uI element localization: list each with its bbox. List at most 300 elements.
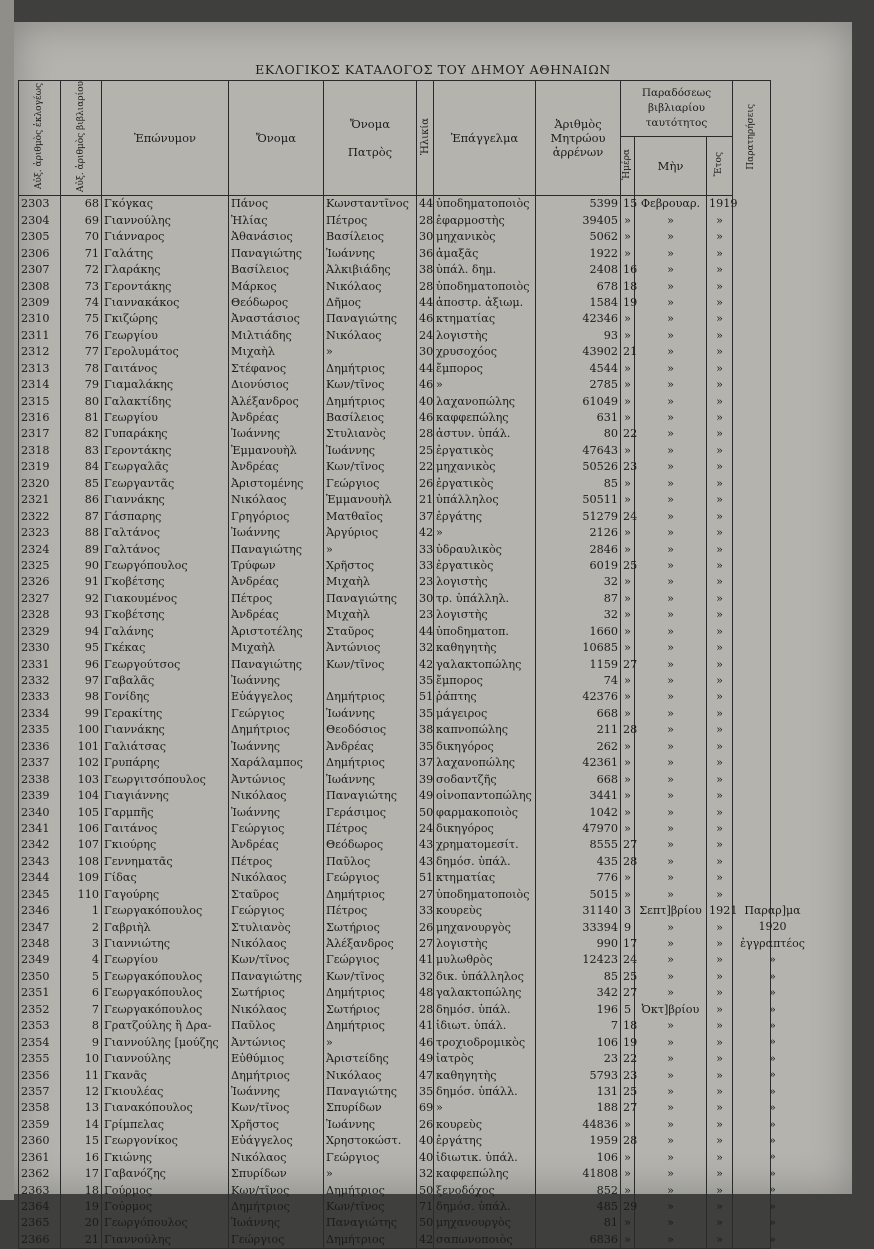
registry-number-cell: 852 [536,1182,621,1198]
delivery-day-cell: 17 [621,936,635,952]
registry-number-cell: 668 [536,771,621,787]
father-name-cell: Χρῆστος [324,558,417,574]
father-name-cell: Παῦλος [324,854,417,870]
registry-number-cell: 435 [536,854,621,870]
delivery-day-cell: » [621,623,635,639]
booklet-number-cell: 109 [61,870,102,886]
delivery-year-cell: » [707,722,733,738]
booklet-number-cell: 78 [61,360,102,376]
delivery-day-cell: 28 [621,1133,635,1149]
age-cell: 50 [417,804,434,820]
delivery-day-cell: » [621,886,635,902]
delivery-day-cell: » [621,1182,635,1198]
registry-number-cell: 23 [536,1051,621,1067]
surname-cell: Γλαράκης [102,262,229,278]
delivery-month-cell: » [635,508,707,524]
table-row [19,443,771,459]
table-row [19,508,771,524]
surname-cell: Γκιούρης [102,837,229,853]
table-row [19,1133,771,1149]
first-name-cell: Ἀθανάσιος [229,229,324,245]
delivery-day-cell: 27 [621,1100,635,1116]
delivery-day-cell: » [621,443,635,459]
profession-cell: ἀποστρ. ἀξιωμ. [434,295,536,311]
remark-note: » [769,1134,776,1148]
table-row [19,525,771,541]
father-name-cell: Γεώργιος [324,870,417,886]
first-name-cell: Παναγιώτης [229,969,324,985]
registry-number-cell: 342 [536,985,621,1001]
profession-cell: ἰατρὸς [434,1051,536,1067]
age-cell: 30 [417,591,434,607]
remarks-cell [733,771,771,787]
father-name-cell: Δημήτριος [324,985,417,1001]
table-row [19,837,771,853]
booklet-number-cell: 87 [61,508,102,524]
delivery-day-cell: » [621,755,635,771]
first-name-cell: Νικόλαος [229,936,324,952]
table-row [19,1034,771,1050]
booklet-number-cell: 105 [61,804,102,820]
voter-number-cell: 2366 [19,1232,61,1249]
profession-cell: δικηγόρος [434,739,536,755]
registry-number-cell: 1042 [536,804,621,820]
remarks-cell [733,558,771,574]
delivery-year-cell: » [707,755,733,771]
remark-note: » [769,953,776,967]
first-name-cell: Μιλτιάδης [229,328,324,344]
delivery-month-cell: » [635,952,707,968]
surname-cell: Γερακίτης [102,706,229,722]
first-name-cell: Νικόλαος [229,870,324,886]
booklet-number-cell: 108 [61,854,102,870]
delivery-year-cell: » [707,1034,733,1050]
delivery-day-cell: 18 [621,278,635,294]
surname-cell: Γαβαλᾶς [102,673,229,689]
age-cell: 24 [417,821,434,837]
first-name-cell: Γεώργιος [229,1232,324,1249]
first-name-cell: Εὐάγγελος [229,1133,324,1149]
delivery-month-cell: » [635,459,707,475]
surname-cell: Γαλάνης [102,623,229,639]
booklet-number-cell: 110 [61,886,102,902]
age-cell: 48 [417,985,434,1001]
registry-number-cell: 2126 [536,525,621,541]
profession-cell: ἰδιωτ. ὑπάλ. [434,1018,536,1034]
remarks-cell [733,328,771,344]
age-cell: 28 [417,1002,434,1018]
registry-number-cell: 47970 [536,821,621,837]
registry-number-cell: 8555 [536,837,621,853]
remark-note: » [769,1183,776,1197]
delivery-year-cell: » [707,739,733,755]
age-cell: 44 [417,196,434,213]
table-row [19,1084,771,1100]
voter-number-cell: 2342 [19,837,61,853]
header-profession: Ἐπάγγελμα [434,81,536,196]
profession-cell: λογιστὴς [434,936,536,952]
first-name-cell: Στέφανος [229,360,324,376]
booklet-number-cell: 95 [61,640,102,656]
surname-cell: Γαλακτίδης [102,393,229,409]
profession-cell: γαλακτοπώλης [434,985,536,1001]
remark-note: » [769,1068,776,1082]
voter-number-cell: 2355 [19,1051,61,1067]
registry-number-cell: 32 [536,574,621,590]
age-cell: 33 [417,541,434,557]
voter-number-cell: 2337 [19,755,61,771]
age-cell: 33 [417,558,434,574]
surname-cell: Γούρμος [102,1182,229,1198]
surname-cell: Γεωργακόπουλος [102,985,229,1001]
table-row [19,1051,771,1067]
registry-number-cell: 85 [536,969,621,985]
surname-cell: Γαλιάτσας [102,739,229,755]
remarks-cell [733,640,771,656]
registry-number-cell: 50511 [536,492,621,508]
surname-cell: Γιαγιάννης [102,788,229,804]
father-name-cell: Παναγιώτης [324,788,417,804]
booklet-number-cell: 97 [61,673,102,689]
first-name-cell: Ἀντώνιος [229,771,324,787]
registry-number-cell: 4544 [536,360,621,376]
delivery-day-cell: » [621,1149,635,1165]
registry-number-cell: 6836 [536,1232,621,1249]
registry-number-cell: 5399 [536,196,621,213]
first-name-cell: Σωτήριος [229,985,324,1001]
age-cell: 39 [417,771,434,787]
remark-note: ἐγγραπτέος [740,936,805,950]
remarks-cell [733,410,771,426]
delivery-month-cell: » [635,804,707,820]
delivery-year-cell: » [707,476,733,492]
registry-number-cell: 80 [536,426,621,442]
first-name-cell: Γεώργιος [229,903,324,919]
voter-number-cell: 2329 [19,623,61,639]
surname-cell: Γαιτάνος [102,821,229,837]
voter-number-cell: 2338 [19,771,61,787]
voter-number-cell: 2335 [19,722,61,738]
profession-cell: κουρεὺς [434,1117,536,1133]
age-cell: 26 [417,919,434,935]
first-name-cell: Διονύσιος [229,377,324,393]
first-name-cell: Παναγιώτης [229,541,324,557]
booklet-number-cell: 85 [61,476,102,492]
age-cell: 42 [417,656,434,672]
voter-number-cell: 2359 [19,1117,61,1133]
remarks-cell [733,722,771,738]
booklet-number-cell: 20 [61,1215,102,1231]
father-name-cell: Παναγιώτης [324,591,417,607]
delivery-month-cell: » [635,854,707,870]
delivery-month-cell: » [635,656,707,672]
delivery-day-cell: » [621,771,635,787]
registry-number-cell: 2846 [536,541,621,557]
delivery-day-cell: 27 [621,656,635,672]
voter-number-cell: 2343 [19,854,61,870]
first-name-cell: Γρηγόριος [229,508,324,524]
delivery-month-cell: » [635,360,707,376]
voter-number-cell: 2362 [19,1166,61,1182]
father-name-cell: Σταῦρος [324,623,417,639]
header-year: Ἔτος [707,137,733,196]
profession-cell: ἀστυν. ὑπάλ. [434,426,536,442]
delivery-day-cell: 22 [621,426,635,442]
voter-number-cell: 2325 [19,558,61,574]
remarks-cell [733,821,771,837]
delivery-day-cell: » [621,229,635,245]
first-name-cell: Ἀνδρέας [229,837,324,853]
delivery-month-cell: » [635,377,707,393]
first-name-cell: Εὐάγγελος [229,689,324,705]
delivery-year-cell: » [707,459,733,475]
booklet-number-cell: 90 [61,558,102,574]
delivery-year-cell: » [707,245,733,261]
registry-number-cell: 51279 [536,508,621,524]
profession-cell: μηχανικὸς [434,229,536,245]
profession-cell: ὑπάλληλος [434,492,536,508]
surname-cell: Γαβριὴλ [102,919,229,935]
delivery-year-cell: » [707,969,733,985]
registry-number-cell: 47643 [536,443,621,459]
table-row [19,213,771,229]
age-cell: 32 [417,640,434,656]
age-cell: 46 [417,1034,434,1050]
delivery-year-cell: » [707,262,733,278]
table-row [19,377,771,393]
registry-number-cell: 42376 [536,689,621,705]
voter-number-cell: 2347 [19,919,61,935]
first-name-cell: Πέτρος [229,854,324,870]
delivery-year-cell: » [707,1133,733,1149]
voter-number-cell: 2307 [19,262,61,278]
remarks-cell [733,837,771,853]
table-row [19,1002,771,1018]
remark-note: » [769,1232,776,1246]
table-row [19,771,771,787]
delivery-day-cell: 25 [621,969,635,985]
delivery-month-cell: » [635,262,707,278]
delivery-month-cell: » [635,1133,707,1149]
delivery-day-cell: 25 [621,1084,635,1100]
father-name-cell: Δῆμος [324,295,417,311]
father-name-cell: Ἰωάννης [324,245,417,261]
remarks-cell [733,229,771,245]
father-name-cell: Κων/τῖνος [324,459,417,475]
remarks-cell [733,295,771,311]
registry-number-cell: 1959 [536,1133,621,1149]
age-cell: 44 [417,360,434,376]
delivery-day-cell: » [621,870,635,886]
father-name-cell: Πέτρος [324,903,417,919]
profession-cell: ἀμαξᾶς [434,245,536,261]
remark-note: » [769,1216,776,1230]
first-name-cell: Γεώργιος [229,821,324,837]
remark-note: » [769,1018,776,1032]
surname-cell: Γεροντάκης [102,278,229,294]
registry-number-cell: 33394 [536,919,621,935]
surname-cell: Γρίμπελας [102,1117,229,1133]
voter-number-cell: 2306 [19,245,61,261]
registry-number-cell: 211 [536,722,621,738]
age-cell: 38 [417,722,434,738]
surname-cell: Γκόγκας [102,196,229,213]
father-name-cell: Γεώργιος [324,952,417,968]
delivery-year-cell: » [707,360,733,376]
age-cell: 28 [417,278,434,294]
binding-edge [0,0,14,1200]
father-name-cell: Δημήτριος [324,393,417,409]
age-cell: 43 [417,854,434,870]
profession-cell: ἐφαρμοστὴς [434,213,536,229]
delivery-year-cell: » [707,919,733,935]
voter-number-cell: 2345 [19,886,61,902]
delivery-year-cell: » [707,1084,733,1100]
delivery-year-cell: » [707,393,733,409]
first-name-cell: Γεώργιος [229,706,324,722]
voter-number-cell: 2319 [19,459,61,475]
delivery-month-cell: » [635,558,707,574]
first-name-cell: Ἰωάννης [229,673,324,689]
registry-number-cell: 131 [536,1084,621,1100]
booklet-number-cell: 6 [61,985,102,1001]
profession-cell: δικ. ὑπάλληλος [434,969,536,985]
delivery-day-cell: » [621,821,635,837]
delivery-month-cell: » [635,985,707,1001]
table-row [19,295,771,311]
voter-number-cell: 2303 [19,196,61,213]
father-name-cell: Ἀλκιβιάδης [324,262,417,278]
age-cell: 35 [417,1084,434,1100]
header-father-name [324,81,417,196]
register-rows [19,196,771,1249]
booklet-number-cell: 2 [61,919,102,935]
profession-cell: ὑποδηματοποιὸς [434,278,536,294]
delivery-year-cell: » [707,541,733,557]
delivery-month-cell: » [635,821,707,837]
father-name-cell: Κωνσταντῖνος [324,196,417,213]
remarks-cell [733,262,771,278]
delivery-month-cell: » [635,1199,707,1215]
booklet-number-cell: 71 [61,245,102,261]
registry-number-cell: 44836 [536,1117,621,1133]
voter-number-cell: 2310 [19,311,61,327]
table-row [19,985,771,1001]
delivery-day-cell: » [621,788,635,804]
booklet-number-cell: 84 [61,459,102,475]
profession-cell: ἐργατικὸς [434,476,536,492]
table-row [19,952,771,968]
surname-cell: Γαλάτης [102,245,229,261]
profession-cell: ἔμπορος [434,360,536,376]
first-name-cell: Ἰωάννης [229,1084,324,1100]
father-name-cell: Γεράσιμος [324,804,417,820]
delivery-day-cell: 21 [621,344,635,360]
first-name-cell: Σταῦρος [229,886,324,902]
age-cell: 46 [417,410,434,426]
delivery-day-cell: 28 [621,722,635,738]
surname-cell: Γιαννούλης [102,1232,229,1249]
first-name-cell: Ἠλίας [229,213,324,229]
age-cell: 24 [417,328,434,344]
remarks-cell [733,574,771,590]
delivery-year-cell: » [707,508,733,524]
booklet-number-cell: 83 [61,443,102,459]
registry-number-cell: 485 [536,1199,621,1215]
remarks-cell [733,706,771,722]
delivery-year-cell: » [707,558,733,574]
registry-number-cell: 81 [536,1215,621,1231]
voter-number-cell: 2331 [19,656,61,672]
header-first-name: Ὄνομα [229,81,324,196]
profession-cell: κτηματίας [434,311,536,327]
father-name-cell: Κων/τῖνος [324,656,417,672]
delivery-month-cell: » [635,443,707,459]
delivery-day-cell: 18 [621,1018,635,1034]
delivery-day-cell: » [621,591,635,607]
voter-number-cell: 2332 [19,673,61,689]
age-cell: 40 [417,1133,434,1149]
voter-number-cell: 2322 [19,508,61,524]
profession-cell: ἰδιωτικ. ὑπάλ. [434,1149,536,1165]
header-surname: Ἐπώνυμον [102,81,229,196]
profession-cell: χρυσοχόος [434,344,536,360]
delivery-month-cell: » [635,739,707,755]
table-row [19,344,771,360]
booklet-number-cell: 73 [61,278,102,294]
remarks-cell [733,854,771,870]
age-cell: 36 [417,245,434,261]
delivery-month-cell: » [635,722,707,738]
header-registry-number [536,81,621,196]
delivery-year-cell: » [707,591,733,607]
delivery-month-cell: » [635,295,707,311]
delivery-month-cell: Ὀκτ]βρίου [635,1002,707,1018]
booklet-number-cell: 4 [61,952,102,968]
voter-number-cell: 2315 [19,393,61,409]
delivery-day-cell: 16 [621,262,635,278]
surname-cell: Γκανᾶς [102,1067,229,1083]
voter-number-cell: 2305 [19,229,61,245]
registry-number-cell: 1922 [536,245,621,261]
profession-cell: μυλωθρὸς [434,952,536,968]
father-name-cell: Δημήτριος [324,360,417,376]
surname-cell: Γεωργονίκος [102,1133,229,1149]
surname-cell: Γεωργούτσος [102,656,229,672]
first-name-cell: Μάρκος [229,278,324,294]
delivery-year-cell: » [707,771,733,787]
delivery-month-cell: » [635,344,707,360]
table-row [19,311,771,327]
profession-cell: ὑδραυλικὸς [434,541,536,557]
first-name-cell: Κων/τῖνος [229,1182,324,1198]
booklet-number-cell: 75 [61,311,102,327]
registry-number-cell: 106 [536,1034,621,1050]
age-cell: 32 [417,1166,434,1182]
registry-number-cell: 61049 [536,393,621,409]
delivery-day-cell: 24 [621,952,635,968]
profession-cell: ὑποδηματοποιὸς [434,196,536,213]
father-name-cell: Ἀντώνιος [324,640,417,656]
registry-number-cell: 106 [536,1149,621,1165]
surname-cell: Γεωργαντᾶς [102,476,229,492]
first-name-cell: Πάνος [229,196,324,213]
header-father-name-line1: Ὄνομα [350,117,390,132]
delivery-year-cell: » [707,213,733,229]
profession-cell: ὑποδηματοπ. [434,623,536,639]
father-name-cell: Δημήτριος [324,1232,417,1249]
first-name-cell: Κων/τῖνος [229,1100,324,1116]
